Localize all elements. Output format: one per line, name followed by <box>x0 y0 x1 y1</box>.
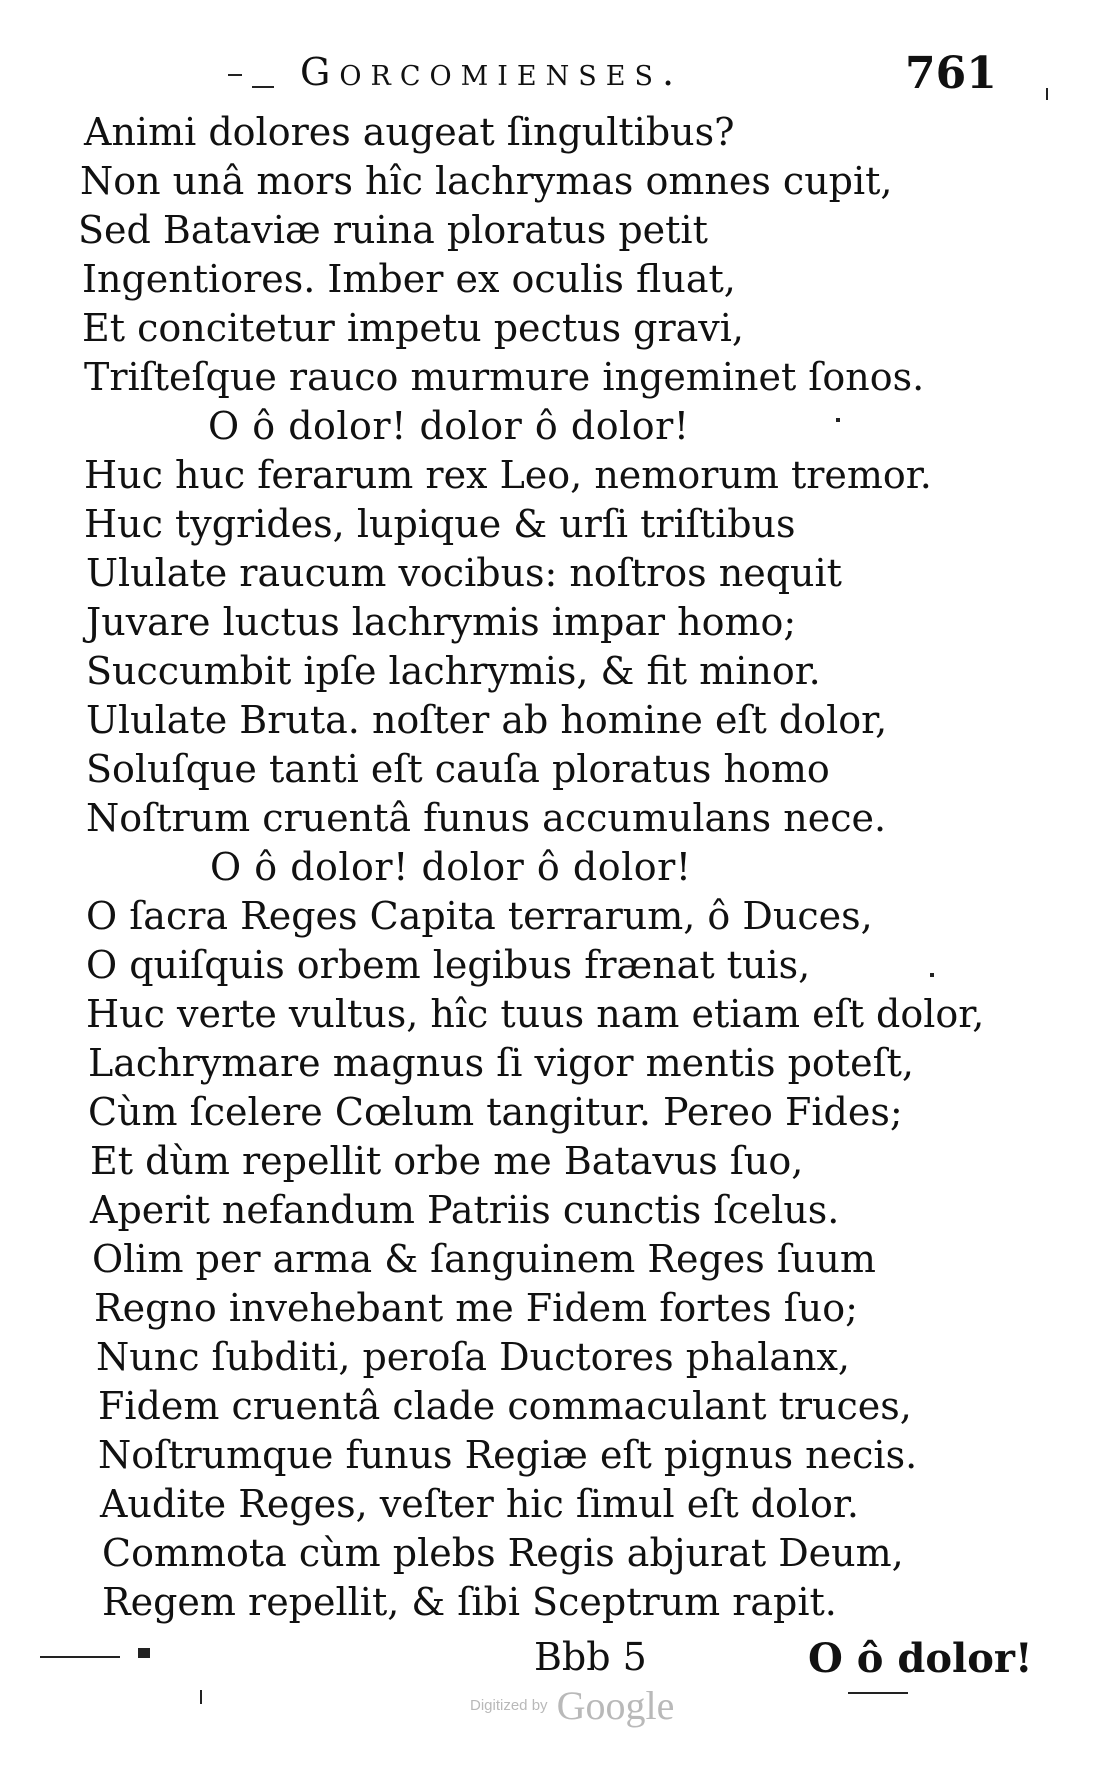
verse-line: Sed Bataviæ ruina ploratus petit <box>78 208 708 252</box>
refrain-line: O ô dolor! dolor ô dolor! <box>208 404 690 448</box>
page-number: 761 <box>905 48 997 99</box>
verse-line: Lachrymare magnus ſi vigor mentis poteſt, <box>88 1041 914 1085</box>
scan-speck <box>228 74 242 76</box>
verse-line: Ululate Bruta. noſter ab homine eſt dolor, <box>86 698 888 742</box>
watermark-brand: Google <box>556 1683 675 1728</box>
refrain-line: O ô dolor! dolor ô dolor! <box>210 845 692 889</box>
verse-line: Commota cùm plebs Regis abjurat Deum, <box>102 1531 904 1575</box>
verse-line: Nunc ſubditi, peroſa Ductores phalanx, <box>96 1335 850 1379</box>
verse-line: Noſtrum cruentâ funus accumulans nece. <box>86 796 887 840</box>
scan-speck <box>40 1656 120 1658</box>
verse-line: Cùm ſcelere Cœlum tangitur. Pereo Fides; <box>88 1090 903 1134</box>
running-head: Gorcomienses. <box>300 50 684 94</box>
verse-line: Audite Reges, veſter hic ſimul eſt dolor. <box>100 1482 859 1526</box>
digitization-watermark <box>470 1682 674 1729</box>
verse-line: O ſacra Reges Capita terrarum, ô Duces, <box>86 894 873 938</box>
scan-speck <box>252 86 274 88</box>
verse-line: Ingentiores. Imber ex oculis fluat, <box>82 257 736 301</box>
verse-line: Triſteſque rauco murmure ingeminet ſonos. <box>84 355 925 399</box>
verse-line: Et dùm repellit orbe me Batavus ſuo, <box>90 1139 804 1183</box>
verse-line: Non unâ mors hîc lachrymas omnes cupit, <box>80 159 893 203</box>
verse-line: Regem repellit, & ſibi Sceptrum rapit. <box>102 1580 837 1624</box>
verse-line: Huc tygrides, lupique & urſi triſtibus <box>84 502 796 546</box>
verse-line: Ululate raucum vocibus: noſtros nequit <box>86 551 842 595</box>
verse-line: Animi dolores augeat ſingultibus? <box>84 110 735 154</box>
verse-line: Regno invehebant me Fidem fortes ſuo; <box>94 1286 858 1330</box>
verse-line: Aperit nefandum Patriis cunctis ſcelus. <box>90 1188 840 1232</box>
scan-speck <box>200 1690 202 1704</box>
scan-speck <box>930 973 934 977</box>
verse-line: Huc huc ferarum rex Leo, nemorum tremor. <box>84 453 932 497</box>
verse-line: Succumbit ipſe lachrymis, & fit minor. <box>86 649 821 693</box>
verse-line: Fidem cruentâ clade commaculant truces, <box>98 1384 912 1428</box>
page-header <box>0 44 1104 104</box>
scan-speck <box>848 1692 908 1694</box>
verse-line: Noſtrumque funus Regiæ eſt pignus necis. <box>98 1433 918 1477</box>
scan-speck <box>1046 88 1048 100</box>
watermark-prefix: Digitized by <box>470 1697 548 1714</box>
verse-line: Juvare luctus lachrymis impar homo; <box>86 600 797 644</box>
verse-line: Olim per arma & ſanguinem Reges ſuum <box>92 1237 876 1281</box>
verse-line: O quiſquis orbem legibus frænat tuis, <box>86 943 811 987</box>
scan-speck <box>836 418 840 422</box>
scan-speck <box>138 1648 150 1658</box>
signature-mark: Bbb 5 <box>534 1635 647 1679</box>
verse-line: Huc verte vultus, hîc tuus nam etiam eſt dolor, <box>86 992 985 1036</box>
catchword: O ô dolor! <box>808 1635 1033 1682</box>
verse-line: Et concitetur impetu pectus gravi, <box>82 306 744 350</box>
verse-line: Soluſque tanti eſt cauſa ploratus homo <box>86 747 830 791</box>
